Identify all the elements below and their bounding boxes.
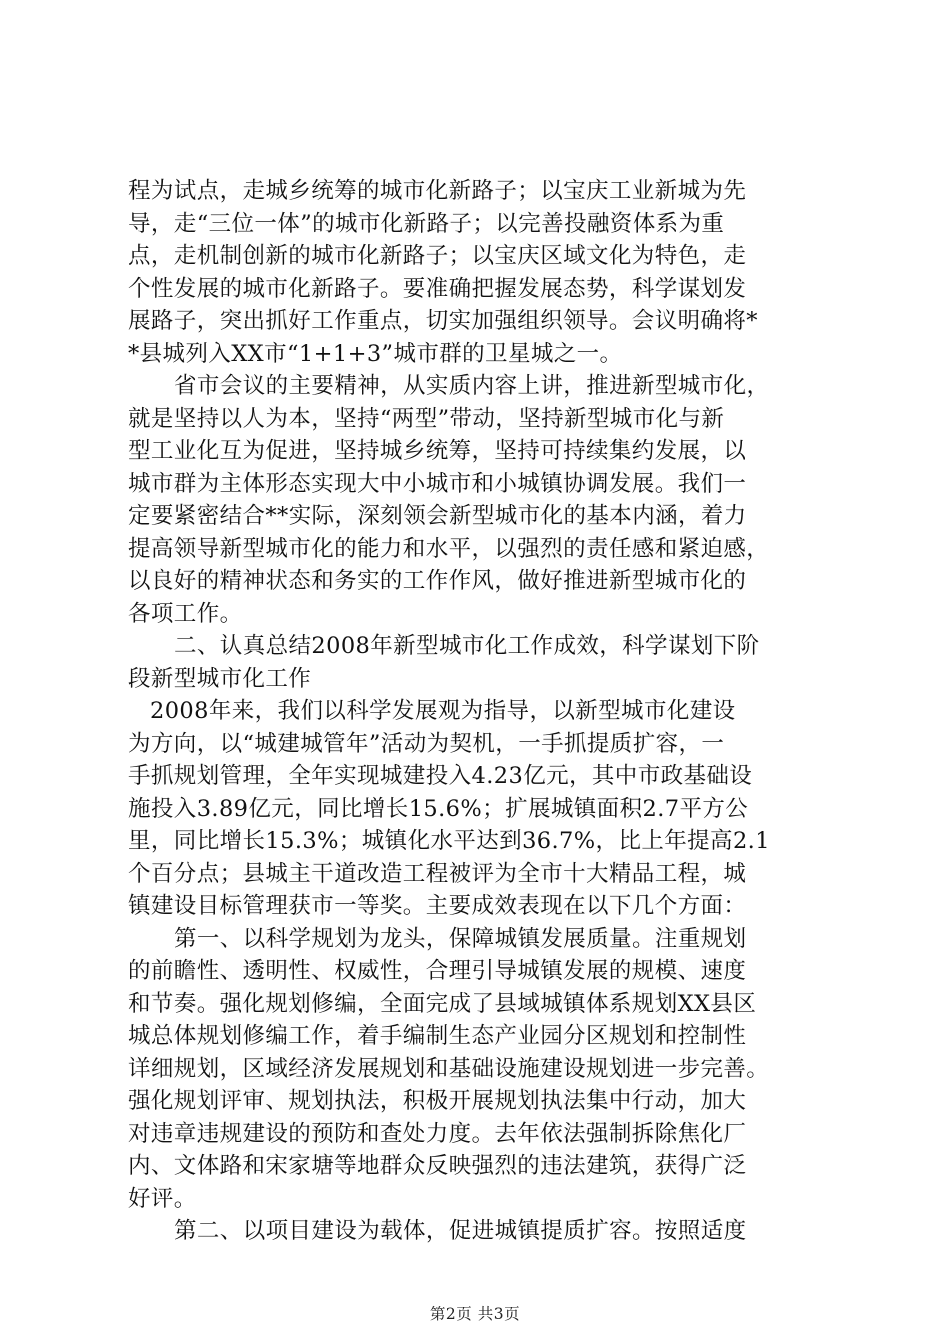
text-line: 展路子，突出抓好工作重点，切实加强组织领导。会议明确将*: [128, 308, 758, 334]
text-line: 手抓规划管理，全年实现城建投入4.23亿元，其中市政基础设: [128, 763, 753, 789]
text-line: 施投入3.89亿元，同比增长15.6%；扩展城镇面积2.7平方公: [128, 795, 749, 822]
text-line: 城市群为主体形态实现大中小城市和小城镇协调发展。我们一: [128, 470, 747, 497]
text-line: 个性发展的城市化新路子。要准确把握发展态势，科学谋划发: [128, 275, 747, 302]
text-line: 程为试点，走城乡统筹的城市化新路子；以宝庆工业新城为先: [128, 178, 747, 204]
text-line: 对违章违规建设的预防和查处力度。去年依法强制拆除焦化厂: [128, 1120, 747, 1147]
paragraph-first-line: 第二、以项目建设为载体，促进城镇提质扩容。按照适度: [174, 1218, 747, 1244]
text-line: 点，走机制创新的城市化新路子；以宝庆区域文化为特色，走: [128, 243, 747, 269]
page-footer: 第2页 共3页: [429, 1305, 521, 1323]
text-line: 城总体规划修编工作，着手编制生态产业园分区规划和控制性: [128, 1023, 747, 1049]
text-line: 就是坚持以人为本，坚持“两型”带动，坚持新型城市化与新: [128, 405, 725, 432]
text-line: 为方向，以“城建城管年”活动为契机，一手抓提质扩容，一: [128, 730, 725, 757]
text-line: *县城列入XX市“1+1+3”城市群的卫星城之一。: [128, 340, 623, 367]
text-line: 和节奏。强化规划修编，全面完成了县域城镇体系规划XX县区: [128, 990, 757, 1017]
text-line: 的前瞻性、透明性、权威性，合理引导城镇发展的规模、速度: [128, 958, 747, 984]
text-line: 以良好的精神状态和务实的工作作风，做好推进新型城市化的: [128, 568, 747, 594]
section-heading: 二、认真总结2008年新型城市化工作成效，科学谋划下阶: [174, 633, 760, 659]
section-heading-cont: 段新型城市化工作: [128, 665, 312, 692]
text-line: 好评。: [128, 1185, 197, 1212]
text-line: 定要紧密结合**实际，深刻领会新型城市化的基本内涵，着力: [128, 503, 747, 529]
text-line: 个百分点；县城主干道改造工程被评为全市十大精品工程，城: [128, 860, 747, 887]
text-line: 提高领导新型城市化的能力和水平，以强烈的责任感和紧迫感，: [128, 535, 770, 562]
text-line: 型工业化互为促进，坚持城乡统筹，坚持可持续集约发展，以: [128, 438, 747, 464]
document-body: [128, 175, 848, 1248]
text-line: 导，走“三位一体”的城市化新路子；以完善投融资体系为重: [128, 210, 725, 237]
text-line: 镇建设目标管理获市一等奖。主要成效表现在以下几个方面：: [128, 893, 747, 919]
text-line: 强化规划评审、规划执法，积极开展规划执法集中行动，加大: [128, 1088, 747, 1114]
paragraph-first-line: 2008年来，我们以科学发展观为指导，以新型城市化建设: [150, 698, 736, 724]
text-line: 各项工作。: [128, 600, 243, 627]
text-line: 里，同比增长15.3%；城镇化水平达到36.7%，比上年提高2.1: [128, 828, 770, 854]
text-line: 详细规划，区域经济发展规划和基础设施建设规划进一步完善。: [128, 1055, 770, 1082]
paragraph-first-line: 省市会议的主要精神，从实质内容上讲，推进新型城市化，: [174, 373, 770, 399]
text-line: 内、文体路和宋家塘等地群众反映强烈的违法建筑，获得广泛: [128, 1153, 747, 1179]
paragraph-first-line: 第一、以科学规划为龙头，保障城镇发展质量。注重规划: [174, 925, 747, 952]
